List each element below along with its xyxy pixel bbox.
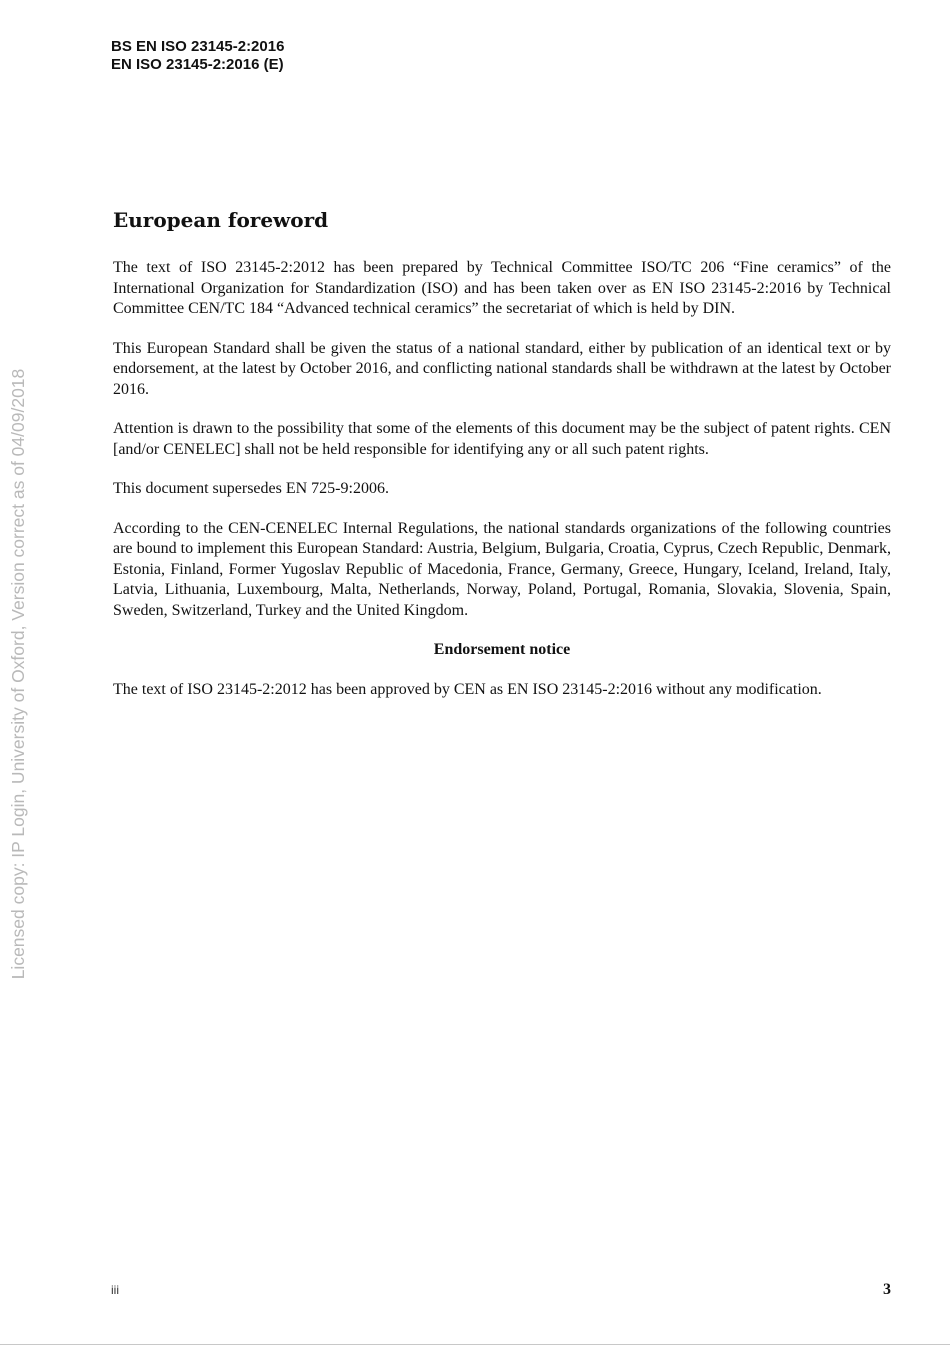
standard-designation-bs: BS EN ISO 23145-2:2016 xyxy=(111,38,285,55)
page-number: 3 xyxy=(883,1281,891,1298)
foreword-body xyxy=(113,258,891,719)
paragraph-status: This European Standard shall be given the status of a national standard, either by publication of an identical text or by endorsement, at the latest by October 2016, and conflicting national standards shall be withdrawn at the latest by October 2016. xyxy=(113,339,891,398)
roman-page-number: iii xyxy=(111,1283,119,1297)
document-header xyxy=(111,38,284,74)
page-title: European foreword xyxy=(113,208,329,232)
license-watermark: Licensed copy: IP Login, University of Oxford, Version correct as of 04/09/2018 xyxy=(8,368,28,980)
paragraph-preparation: The text of ISO 23145-2:2012 has been prepared by Technical Committee ISO/TC 206 “Fine ceramics” of the International Organization for Standardization (ISO) and has been taken over as EN ISO 23145-2:2016 by Technical Committee CEN/TC 184 “Advanced technical ceramics” the secretariat of which is held by DIN. xyxy=(113,259,891,317)
endorsement-text: The text of ISO 23145-2:2012 has been approved by CEN as EN ISO 23145-2:2016 without any modification. xyxy=(113,680,822,698)
paragraph-patent-rights: Attention is drawn to the possibility that some of the elements of this document may be the subject of patent rights. CEN [and/or CENELEC] shall not be held responsible for identifying any or all such patent rights. xyxy=(113,420,891,458)
endorsement-heading: Endorsement notice xyxy=(433,641,571,658)
paragraph-supersedes: This document supersedes EN 725-9:2006. xyxy=(113,480,389,497)
paragraph-countries: According to the CEN-CENELEC Internal Regulations, the national standards organizations of the following countries are bound to implement this European Standard: Austria, Belgium, Bulgaria, Croatia, Cyprus, Czech Republic, Denmark, Estonia, Finland, Former Yugoslav Republic of Macedonia, France, Germany, Greece, Hungary, Iceland, Ireland, Italy, Latvia, Lithuania, Luxembourg, Malta, Netherlands, Norway, Poland, Portugal, Romania, Slovakia, Slovenia, Spain, Sweden, Switzerland, Turkey and the United Kingdom. xyxy=(113,519,891,619)
standard-designation-en: EN ISO 23145-2:2016 (E) xyxy=(111,56,284,73)
